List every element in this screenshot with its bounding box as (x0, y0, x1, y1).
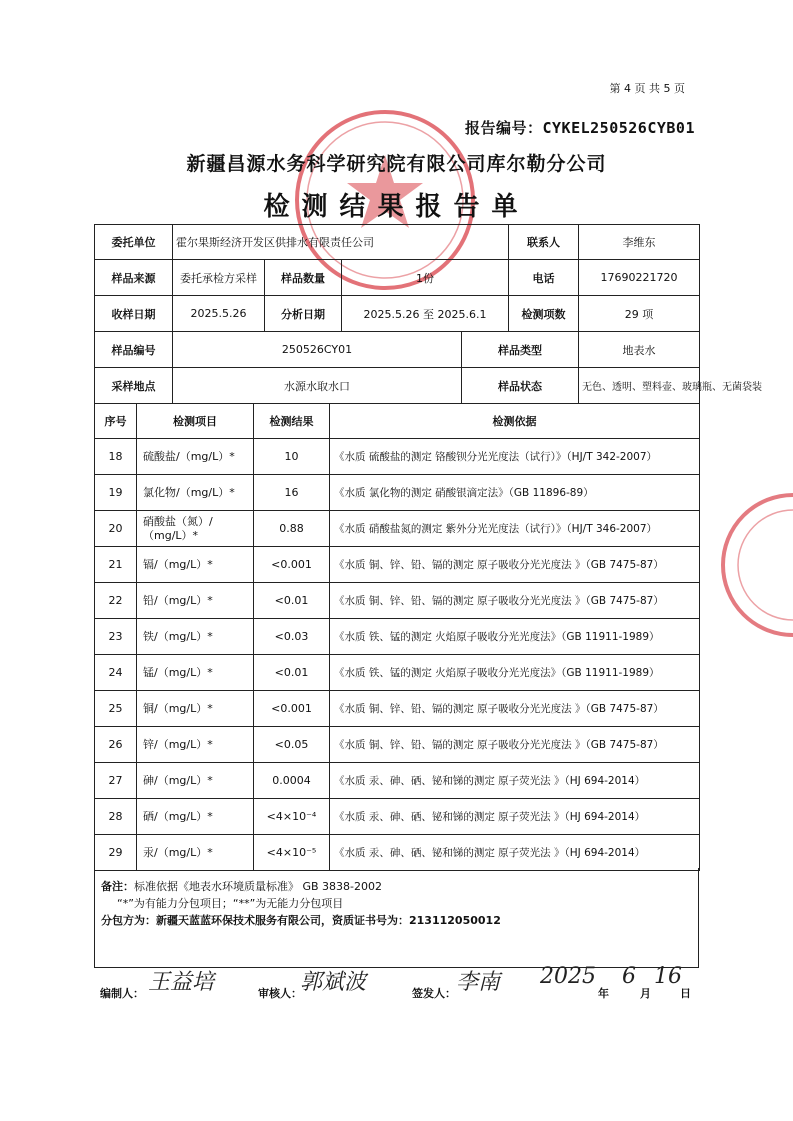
row-no: 26 (95, 727, 137, 763)
row-result: <4×10⁻⁴ (254, 799, 330, 835)
results-header-row (95, 404, 700, 439)
row-result: <0.01 (254, 583, 330, 619)
table-row (95, 655, 700, 691)
date-day: 16 (654, 964, 682, 989)
seam-seal-stamp (736, 490, 793, 640)
table-row (95, 727, 700, 763)
row-no: 29 (95, 835, 137, 871)
info-row-sample-no (95, 332, 700, 368)
row-basis: 《水质 铜、锌、铅、镉的测定 原子吸收分光光度法 》（GB 7475-87） (330, 727, 700, 763)
row-no: 25 (95, 691, 137, 727)
info-row-client (95, 225, 700, 260)
table-row (95, 475, 700, 511)
sample-no-value: 250526CY01 (173, 332, 462, 368)
row-result: 0.0004 (254, 763, 330, 799)
row-item: 氯化物/（mg/L）* (137, 475, 254, 511)
row-result: <0.01 (254, 655, 330, 691)
sample-type-value: 地表水 (579, 332, 700, 368)
editor-signature: 王益培 (148, 970, 215, 995)
row-item: 硒/（mg/L）* (137, 799, 254, 835)
table-row (95, 763, 700, 799)
results-table (94, 403, 700, 871)
client-value: 霍尔果斯经济开发区供排水有限责任公司 (173, 225, 509, 260)
source-value: 委托承检方采样 (173, 260, 265, 296)
sample-type-label: 样品类型 (462, 332, 579, 368)
row-item: 硫酸盐/（mg/L）* (137, 439, 254, 475)
contact-label: 联系人 (509, 225, 579, 260)
row-basis: 《水质 铁、锰的测定 火焰原子吸收分光光度法》（GB 11911-1989） (330, 619, 700, 655)
info-row-source (95, 260, 700, 296)
info-row-site (95, 368, 700, 404)
row-basis: 《水质 硫酸盐的测定 铬酸钡分光光度法（试行）》（HJ/T 342-2007） (330, 439, 700, 475)
row-item: 铜/（mg/L）* (137, 691, 254, 727)
table-row (95, 691, 700, 727)
row-no: 27 (95, 763, 137, 799)
issuer-label: 签发人： (412, 987, 456, 1000)
header-result: 检测结果 (254, 404, 330, 439)
recv-date-value: 2025.5.26 (173, 296, 265, 332)
row-no: 28 (95, 799, 137, 835)
notes-line-3: 分包方为：新疆天蓝蓝环保技术服务有限公司，资质证书号为：213112050012 (101, 914, 501, 927)
date-day-unit: 日 (680, 987, 691, 1000)
row-no: 21 (95, 547, 137, 583)
site-label: 采样地点 (95, 368, 173, 404)
row-item: 汞/（mg/L）* (137, 835, 254, 871)
row-item: 锰/（mg/L）* (137, 655, 254, 691)
row-no: 20 (95, 511, 137, 547)
row-result: <0.001 (254, 547, 330, 583)
notes-line-2: “*”为有能力分包项目；“**”为无能力分包项目 (117, 897, 344, 910)
row-basis: 《水质 汞、砷、硒、铋和锑的测定 原子荧光法 》（HJ 694-2014） (330, 835, 700, 871)
sample-no-label: 样品编号 (95, 332, 173, 368)
row-result: <0.001 (254, 691, 330, 727)
table-row (95, 547, 700, 583)
client-label: 委托单位 (95, 225, 173, 260)
sample-state-value: 无色、透明、塑料壶、玻璃瓶、无菌袋装 (579, 368, 700, 404)
document-title: 检测结果报告单 (263, 192, 530, 222)
row-basis: 《水质 铜、锌、铅、镉的测定 原子吸收分光光度法 》（GB 7475-87） (330, 583, 700, 619)
table-row (95, 835, 700, 871)
row-no: 23 (95, 619, 137, 655)
row-item: 硝酸盐（氮）/（mg/L）* (137, 511, 254, 547)
row-basis: 《水质 铁、锰的测定 火焰原子吸收分光光度法》（GB 11911-1989） (330, 655, 700, 691)
analysis-date-label: 分析日期 (265, 296, 342, 332)
row-basis: 《水质 铜、锌、铅、镉的测定 原子吸收分光光度法 》（GB 7475-87） (330, 691, 700, 727)
page-number: 第 4 页 共 5 页 (609, 82, 685, 95)
site-value: 水源水取水口 (173, 368, 462, 404)
phone-value: 17690221720 (579, 260, 700, 296)
sample-state-label: 样品状态 (462, 368, 579, 404)
items-count-value: 29 项 (579, 296, 700, 332)
row-result: <0.03 (254, 619, 330, 655)
table-row (95, 583, 700, 619)
analysis-date-value: 2025.5.26 至 2025.6.1 (342, 296, 509, 332)
row-no: 18 (95, 439, 137, 475)
contact-value: 李维东 (579, 225, 700, 260)
report-number: 报告编号：CYKEL250526CYB01 (465, 119, 695, 137)
source-label: 样品来源 (95, 260, 173, 296)
row-result: <4×10⁻⁵ (254, 835, 330, 871)
reviewer-signature: 郭斌波 (300, 970, 367, 995)
row-result: 16 (254, 475, 330, 511)
items-count-label: 检测项数 (509, 296, 579, 332)
row-item: 铁/（mg/L）* (137, 619, 254, 655)
header-item: 检测项目 (137, 404, 254, 439)
row-result: 0.88 (254, 511, 330, 547)
date-month-unit: 月 (640, 987, 651, 1000)
date-year: 2025 (540, 964, 596, 989)
date-year-unit: 年 (598, 987, 609, 1000)
table-row (95, 619, 700, 655)
info-row-dates (95, 296, 700, 332)
row-item: 铅/（mg/L）* (137, 583, 254, 619)
row-basis: 《水质 汞、砷、硒、铋和锑的测定 原子荧光法 》（HJ 694-2014） (330, 799, 700, 835)
row-result: <0.05 (254, 727, 330, 763)
organization-title: 新疆昌源水务科学研究院有限公司库尔勒分公司 (186, 153, 607, 175)
qty-label: 样品数量 (265, 260, 342, 296)
row-no: 24 (95, 655, 137, 691)
row-no: 19 (95, 475, 137, 511)
row-basis: 《水质 汞、砷、硒、铋和锑的测定 原子荧光法 》（HJ 694-2014） (330, 763, 700, 799)
row-no: 22 (95, 583, 137, 619)
table-row (95, 511, 700, 547)
row-item: 砷/（mg/L）* (137, 763, 254, 799)
phone-label: 电话 (509, 260, 579, 296)
row-item: 镉/（mg/L）* (137, 547, 254, 583)
row-item: 锌/（mg/L）* (137, 727, 254, 763)
row-result: 10 (254, 439, 330, 475)
recv-date-label: 收样日期 (95, 296, 173, 332)
date-month: 6 (622, 964, 636, 989)
header-basis: 检测依据 (330, 404, 700, 439)
editor-label: 编制人： (100, 987, 144, 1000)
notes-label: 备注： (101, 880, 134, 893)
qty-value: 1份 (342, 260, 509, 296)
row-basis: 《水质 硝酸盐氮的测定 紫外分光光度法（试行）》（HJ/T 346-2007） (330, 511, 700, 547)
issuer-signature: 李南 (456, 970, 501, 995)
row-basis: 《水质 铜、锌、铅、镉的测定 原子吸收分光光度法 》（GB 7475-87） (330, 547, 700, 583)
table-row (95, 799, 700, 835)
table-row (95, 439, 700, 475)
notes-line-1 (101, 878, 692, 895)
notes-standard: 标准依据《地表水环境质量标准》 GB 3838-2002 (134, 880, 383, 893)
header-no: 序号 (95, 404, 137, 439)
row-basis: 《水质 氯化物的测定 硝酸银滴定法》（GB 11896-89） (330, 475, 700, 511)
sample-info-table (94, 224, 762, 404)
reviewer-label: 审核人： (258, 987, 302, 1000)
notes-box (94, 868, 699, 968)
